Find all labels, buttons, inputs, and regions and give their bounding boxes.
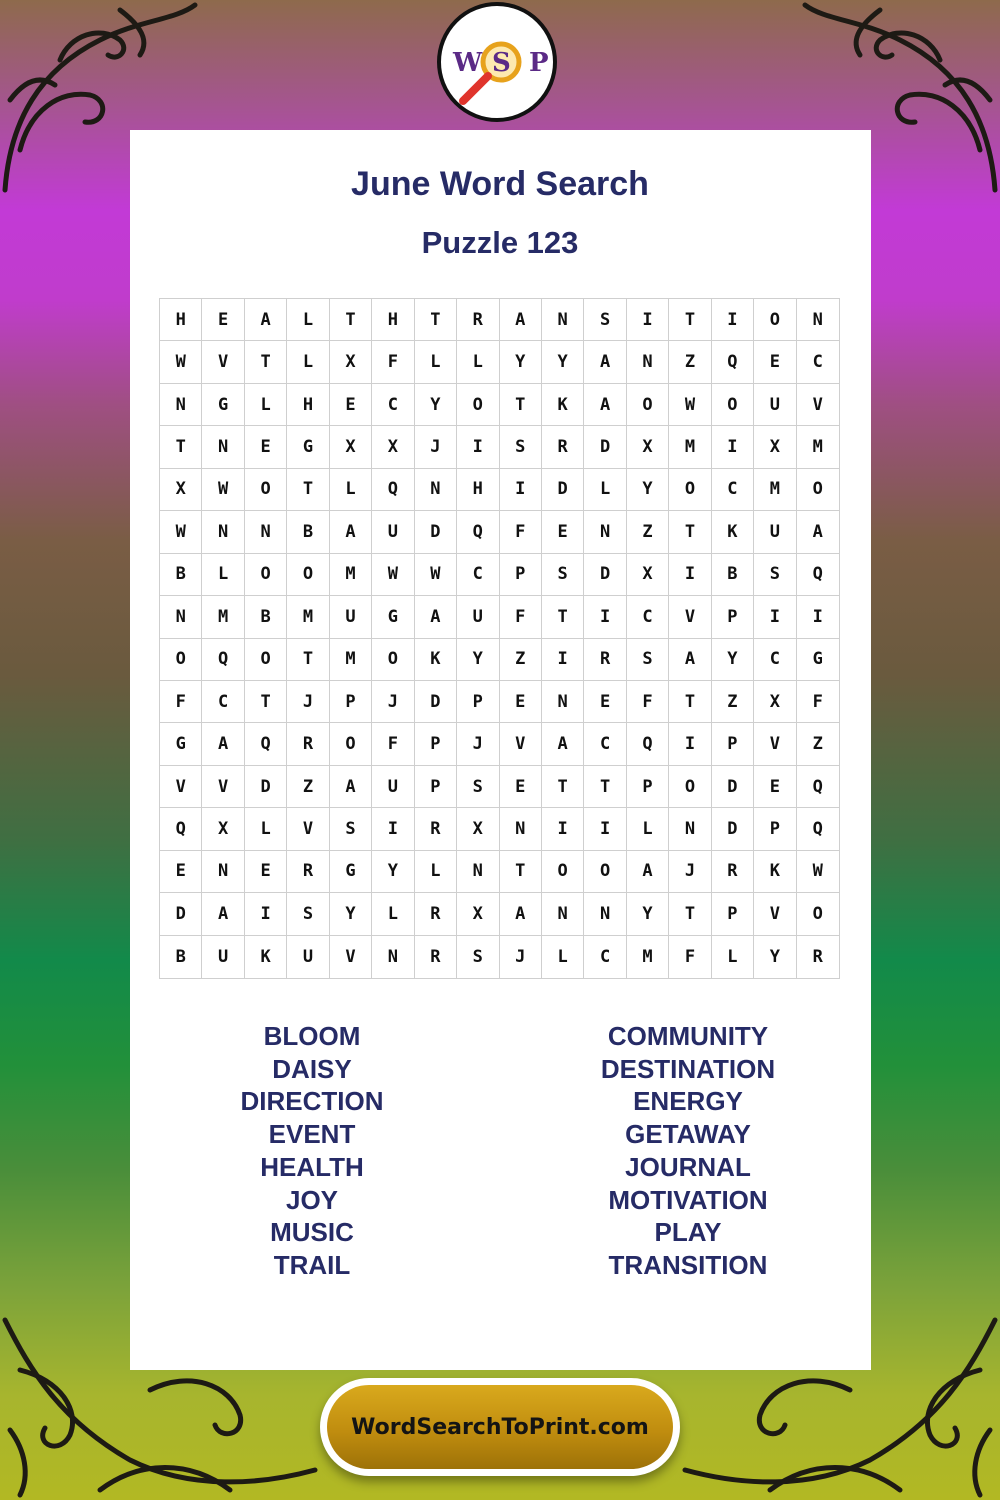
grid-cell: A — [330, 766, 372, 808]
grid-cell: I — [457, 426, 499, 468]
grid-cell: N — [160, 596, 202, 638]
grid-cell: Y — [754, 936, 796, 978]
grid-cell: E — [245, 426, 287, 468]
grid-cell: C — [372, 384, 414, 426]
word-list-item: TRAIL — [273, 1249, 351, 1280]
grid-cell: G — [797, 639, 839, 681]
grid-cell: A — [797, 511, 839, 553]
grid-cell: E — [245, 851, 287, 893]
grid-cell: U — [457, 596, 499, 638]
grid-cell: I — [584, 808, 626, 850]
grid-cell: N — [584, 511, 626, 553]
grid-cell: D — [584, 426, 626, 468]
grid-cell: B — [712, 554, 754, 596]
grid-cell: T — [500, 851, 542, 893]
grid-cell: L — [287, 341, 329, 383]
grid-cell: L — [202, 554, 244, 596]
site-logo — [437, 2, 557, 122]
grid-cell: P — [457, 681, 499, 723]
grid-cell: R — [542, 426, 584, 468]
grid-cell: G — [202, 384, 244, 426]
grid-cell: R — [415, 893, 457, 935]
word-list-item: HEALTH — [260, 1151, 364, 1182]
grid-cell: V — [202, 341, 244, 383]
grid-cell: Y — [330, 893, 372, 935]
grid-cell: U — [330, 596, 372, 638]
grid-cell: L — [415, 341, 457, 383]
grid-cell: T — [669, 893, 711, 935]
grid-cell: K — [245, 936, 287, 978]
grid-cell: K — [754, 851, 796, 893]
grid-cell: S — [500, 426, 542, 468]
grid-cell: C — [754, 639, 796, 681]
grid-cell: E — [542, 511, 584, 553]
grid-cell: Z — [797, 723, 839, 765]
grid-cell: V — [287, 808, 329, 850]
grid-cell: H — [160, 299, 202, 341]
grid-cell: F — [797, 681, 839, 723]
grid-cell: K — [712, 511, 754, 553]
grid-cell: T — [287, 639, 329, 681]
grid-cell: P — [712, 723, 754, 765]
grid-cell: F — [500, 511, 542, 553]
grid-cell: P — [415, 766, 457, 808]
grid-cell: X — [160, 469, 202, 511]
grid-cell: T — [669, 299, 711, 341]
grid-cell: N — [372, 936, 414, 978]
word-list-item: MOTIVATION — [608, 1184, 768, 1215]
grid-cell: X — [754, 426, 796, 468]
grid-cell: A — [500, 299, 542, 341]
grid-cell: E — [500, 766, 542, 808]
grid-cell: I — [797, 596, 839, 638]
grid-cell: O — [245, 639, 287, 681]
grid-cell: A — [584, 384, 626, 426]
grid-cell: Y — [627, 469, 669, 511]
grid-cell: X — [202, 808, 244, 850]
grid-cell: N — [202, 511, 244, 553]
grid-cell: B — [160, 936, 202, 978]
grid-cell: J — [372, 681, 414, 723]
grid-cell: Q — [627, 723, 669, 765]
grid-cell: L — [712, 936, 754, 978]
grid-cell: J — [500, 936, 542, 978]
word-list-item: JOURNAL — [625, 1151, 751, 1182]
grid-cell: M — [754, 469, 796, 511]
grid-cell: L — [330, 469, 372, 511]
grid-cell: G — [372, 596, 414, 638]
grid-cell: Q — [202, 639, 244, 681]
website-link-inner[interactable] — [327, 1385, 673, 1469]
grid-cell: F — [372, 341, 414, 383]
grid-cell: P — [330, 681, 372, 723]
grid-cell: P — [627, 766, 669, 808]
grid-cell: T — [160, 426, 202, 468]
grid-cell: N — [542, 681, 584, 723]
grid-cell: R — [415, 936, 457, 978]
grid-cell: V — [754, 893, 796, 935]
word-list-item: COMMUNITY — [607, 1021, 769, 1051]
grid-cell: H — [287, 384, 329, 426]
grid-cell: O — [627, 384, 669, 426]
grid-cell: T — [330, 299, 372, 341]
grid-cell: I — [500, 469, 542, 511]
grid-cell: I — [584, 596, 626, 638]
grid-cell: N — [415, 469, 457, 511]
grid-cell: V — [754, 723, 796, 765]
grid-cell: U — [287, 936, 329, 978]
grid-cell: S — [627, 639, 669, 681]
grid-cell: O — [287, 554, 329, 596]
word-list-right — [528, 1020, 848, 1282]
grid-cell: A — [330, 511, 372, 553]
grid-cell: O — [457, 384, 499, 426]
grid-cell: D — [542, 469, 584, 511]
word-list-item: JOY — [285, 1184, 339, 1215]
grid-cell: U — [754, 384, 796, 426]
grid-cell: H — [372, 299, 414, 341]
grid-cell: T — [669, 681, 711, 723]
grid-cell: S — [457, 766, 499, 808]
website-link-label: WordSearchToPrint.com — [351, 1414, 649, 1440]
grid-cell: A — [542, 723, 584, 765]
grid-cell: Q — [797, 766, 839, 808]
grid-cell: E — [754, 341, 796, 383]
grid-cell: W — [372, 554, 414, 596]
grid-cell: Y — [627, 893, 669, 935]
grid-cell: G — [160, 723, 202, 765]
grid-cell: I — [245, 893, 287, 935]
grid-cell: A — [627, 851, 669, 893]
grid-cell: W — [669, 384, 711, 426]
grid-cell: V — [330, 936, 372, 978]
grid-cell: I — [542, 639, 584, 681]
grid-cell: Y — [415, 384, 457, 426]
word-list-left — [152, 1020, 472, 1282]
grid-cell: L — [415, 851, 457, 893]
grid-cell: O — [669, 469, 711, 511]
grid-cell: I — [542, 808, 584, 850]
grid-cell: K — [542, 384, 584, 426]
grid-cell: F — [669, 936, 711, 978]
grid-cell: A — [202, 723, 244, 765]
grid-cell: N — [669, 808, 711, 850]
grid-cell: N — [202, 426, 244, 468]
grid-cell: R — [584, 639, 626, 681]
grid-cell: S — [330, 808, 372, 850]
grid-cell: C — [797, 341, 839, 383]
grid-cell: F — [372, 723, 414, 765]
word-list-item: GETAWAY — [625, 1119, 751, 1150]
grid-cell: A — [245, 299, 287, 341]
grid-cell: U — [202, 936, 244, 978]
grid-cell: W — [202, 469, 244, 511]
grid-cell: T — [584, 766, 626, 808]
logo-letter-p: P — [529, 48, 549, 78]
grid-cell: N — [542, 299, 584, 341]
grid-cell: N — [160, 384, 202, 426]
grid-cell: C — [627, 596, 669, 638]
grid-cell: J — [457, 723, 499, 765]
grid-cell: V — [797, 384, 839, 426]
grid-cell: V — [500, 723, 542, 765]
grid-cell: F — [500, 596, 542, 638]
grid-cell: O — [160, 639, 202, 681]
grid-cell: M — [330, 639, 372, 681]
grid-cell: I — [372, 808, 414, 850]
grid-cell: U — [372, 766, 414, 808]
grid-cell: Y — [542, 341, 584, 383]
grid-cell: W — [160, 341, 202, 383]
word-list-item: DAISY — [272, 1053, 352, 1084]
grid-cell: V — [160, 766, 202, 808]
grid-cell: N — [584, 893, 626, 935]
grid-cell: D — [160, 893, 202, 935]
grid-cell: C — [457, 554, 499, 596]
grid-cell: D — [712, 808, 754, 850]
grid-cell: T — [542, 766, 584, 808]
grid-cell: B — [245, 596, 287, 638]
grid-cell: O — [245, 469, 287, 511]
logo-letter-w: W — [453, 48, 483, 78]
grid-cell: L — [372, 893, 414, 935]
grid-cell: B — [287, 511, 329, 553]
grid-cell: J — [415, 426, 457, 468]
grid-cell: Q — [160, 808, 202, 850]
grid-cell: J — [669, 851, 711, 893]
grid-cell: T — [415, 299, 457, 341]
grid-cell: T — [669, 511, 711, 553]
grid-cell: R — [287, 851, 329, 893]
grid-cell: W — [797, 851, 839, 893]
grid-cell: O — [797, 893, 839, 935]
grid-cell: L — [457, 341, 499, 383]
grid-cell: O — [372, 639, 414, 681]
grid-cell: I — [627, 299, 669, 341]
grid-cell: J — [287, 681, 329, 723]
word-list-item: DESTINATION — [600, 1053, 776, 1084]
grid-cell: Z — [500, 639, 542, 681]
grid-cell: S — [584, 299, 626, 341]
website-link-button[interactable] — [320, 1378, 680, 1476]
grid-cell: M — [202, 596, 244, 638]
grid-cell: Q — [797, 808, 839, 850]
grid-cell: M — [330, 554, 372, 596]
grid-cell: P — [712, 893, 754, 935]
grid-cell: N — [202, 851, 244, 893]
grid-cell: L — [584, 469, 626, 511]
grid-cell: N — [245, 511, 287, 553]
grid-cell: Q — [372, 469, 414, 511]
grid-cell: I — [712, 426, 754, 468]
grid-cell: S — [287, 893, 329, 935]
grid-cell: X — [457, 808, 499, 850]
grid-cell: X — [372, 426, 414, 468]
grid-cell: L — [287, 299, 329, 341]
grid-cell: W — [160, 511, 202, 553]
grid-cell: R — [812, 946, 823, 967]
grid-cell: X — [330, 426, 372, 468]
grid-cell: R — [287, 723, 329, 765]
grid-cell: U — [372, 511, 414, 553]
grid-cell: G — [330, 851, 372, 893]
grid-cell: E — [754, 766, 796, 808]
grid-cell: S — [754, 554, 796, 596]
grid-cell: R — [712, 851, 754, 893]
grid-cell: P — [415, 723, 457, 765]
word-list-item: DIRECTION — [240, 1086, 384, 1117]
grid-cell: L — [245, 808, 287, 850]
grid-cell: L — [542, 936, 584, 978]
grid-cell: P — [754, 808, 796, 850]
word-list-item: ENERGY — [633, 1086, 743, 1117]
grid-cell: O — [584, 851, 626, 893]
grid-cell: T — [287, 469, 329, 511]
grid-cell: E — [584, 681, 626, 723]
grid-cell: T — [245, 681, 287, 723]
grid-cell: U — [754, 511, 796, 553]
grid-cell: I — [754, 596, 796, 638]
grid-cell: K — [415, 639, 457, 681]
grid-cell: Y — [712, 639, 754, 681]
page-title: June Word Search — [351, 165, 649, 203]
grid-cell: R — [457, 299, 499, 341]
grid-cell: Q — [245, 723, 287, 765]
grid-cell: C — [584, 723, 626, 765]
grid-cell: X — [627, 554, 669, 596]
logo-letter-s: S — [492, 48, 511, 78]
grid-cell: F — [160, 681, 202, 723]
grid-cell: P — [500, 554, 542, 596]
grid-cell: E — [500, 681, 542, 723]
grid-cell: N — [500, 808, 542, 850]
grid-cell: Y — [457, 639, 499, 681]
grid-cell: R — [415, 808, 457, 850]
grid-cell: T — [245, 341, 287, 383]
letter-grid — [159, 298, 840, 979]
grid-cell: Z — [669, 341, 711, 383]
grid-cell: O — [669, 766, 711, 808]
grid-cell: O — [542, 851, 584, 893]
word-list-item: EVENT — [268, 1119, 356, 1150]
grid-cell: D — [415, 511, 457, 553]
grid-cell: L — [245, 384, 287, 426]
grid-cell: Q — [797, 554, 839, 596]
grid-cell: S — [457, 936, 499, 978]
grid-cell: M — [669, 426, 711, 468]
grid-cell: A — [415, 596, 457, 638]
grid-cell: N — [457, 851, 499, 893]
grid-cell: C — [584, 936, 626, 978]
grid-cell: M — [287, 596, 329, 638]
grid-cell: E — [330, 384, 372, 426]
grid-cell: T — [500, 384, 542, 426]
grid-cell: V — [669, 596, 711, 638]
grid-cell: Q — [457, 511, 499, 553]
grid-cell: S — [542, 554, 584, 596]
grid-cell: X — [330, 341, 372, 383]
grid-cell: D — [415, 681, 457, 723]
grid-cell: Y — [372, 851, 414, 893]
grid-cell: T — [542, 596, 584, 638]
grid-cell: N — [542, 893, 584, 935]
word-list-item: MUSIC — [270, 1217, 354, 1248]
grid-cell: M — [797, 426, 839, 468]
grid-cell: C — [712, 469, 754, 511]
grid-cell: D — [584, 554, 626, 596]
grid-cell: L — [627, 808, 669, 850]
grid-cell: Z — [287, 766, 329, 808]
grid-cell: D — [245, 766, 287, 808]
grid-cell: A — [584, 341, 626, 383]
grid-cell: B — [160, 554, 202, 596]
grid-cell: Q — [712, 341, 754, 383]
grid-cell: A — [202, 893, 244, 935]
grid-cell: H — [457, 469, 499, 511]
grid-cell: I — [712, 299, 754, 341]
grid-cell: O — [712, 384, 754, 426]
grid-cell: E — [160, 851, 202, 893]
grid-cell: P — [712, 596, 754, 638]
grid-cell: Y — [500, 341, 542, 383]
grid-cell: D — [712, 766, 754, 808]
grid-cell: I — [669, 554, 711, 596]
grid-cell: N — [797, 299, 839, 341]
grid-cell: N — [627, 341, 669, 383]
word-list-item: BLOOM — [263, 1021, 361, 1051]
grid-cell: O — [330, 723, 372, 765]
grid-cell: O — [797, 469, 839, 511]
grid-cell: G — [287, 426, 329, 468]
puzzle-number: Puzzle 123 — [421, 225, 579, 260]
grid-cell: I — [669, 723, 711, 765]
grid-cell: M — [627, 936, 669, 978]
word-list-item: TRANSITION — [608, 1249, 768, 1280]
grid-cell: O — [754, 299, 796, 341]
grid-cell: O — [245, 554, 287, 596]
grid-cell: C — [202, 681, 244, 723]
grid-cell: X — [754, 681, 796, 723]
grid-cell: X — [627, 426, 669, 468]
grid-cell: A — [669, 639, 711, 681]
word-list-item: PLAY — [654, 1217, 722, 1248]
grid-cell: Z — [627, 511, 669, 553]
grid-cell: V — [202, 766, 244, 808]
grid-cell: E — [202, 299, 244, 341]
grid-cell: Z — [712, 681, 754, 723]
grid-cell: W — [415, 554, 457, 596]
grid-cell: F — [627, 681, 669, 723]
grid-cell: X — [457, 893, 499, 935]
grid-cell: A — [500, 893, 542, 935]
